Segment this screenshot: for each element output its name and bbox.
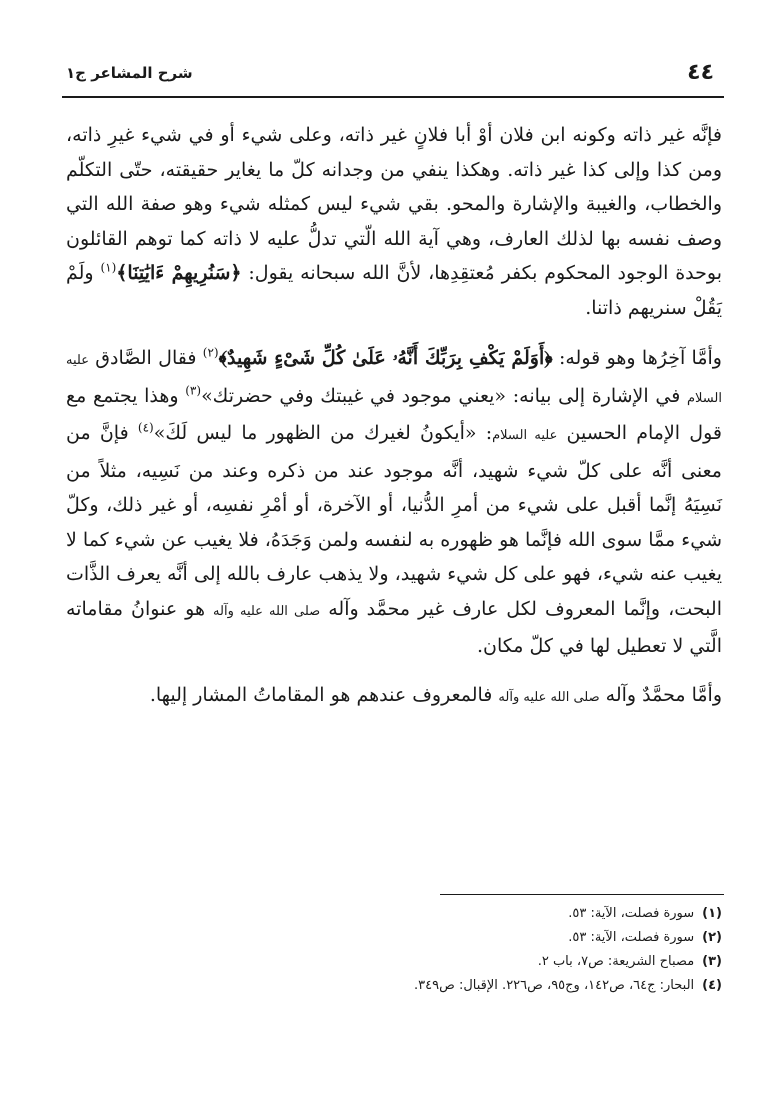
text-run: فالمعروف عندهم هو المقاماتُ المشار إليها. [149,683,499,706]
footnote [200,974,722,998]
footnote-number: (٤) [702,978,722,993]
running-title: شرح المشاعر ج١ [66,64,193,82]
honorific-glyph: عليه السلام [492,428,558,443]
honorific-glyph: صلى الله عليه وآله [213,603,321,619]
footnote-text: مصباح الشريعة: ص٧، باب ٢. [537,954,695,969]
text-run: وهذا يجتمع مع قول الإمام الحسين [66,384,722,444]
footnote [200,926,722,950]
footnote-number: (٢) [702,930,722,945]
footnote-number: (٣) [702,954,722,969]
footnote-ref: (٢) [202,345,219,360]
honorific-glyph: صلى الله عليه وآله [498,689,600,705]
paragraph-3 [66,678,722,716]
text-run: فإنَّه غير ذاته وكونه ابن فلان أوْ أبا فلانٍ غير ذاته، وعلى شيء أو في شيء غيرِ ذاته، ومن كذا وإلى كذا غير ذاته. وهكذا ينفي من وجدانه كلّ ما يغاير حقيقته، حتّى التكلّم والخطاب، والغيبة والإشارة والمحو. بقي شيء ليس كمثله شيء وهو صفة الله التي وصف نفسه بها لذلك العارف، وهي آية الله الّتي تدلُّ عليه لا ذاته كما توهم القائلون بوحدة الوجود المحكوم بكفر مُعتقِدِها، لأنَّ الله سبحانه يقول: [66,124,723,284]
text-run: ولَمْ يَقُلْ سنريهم ذاتنا. [66,262,722,319]
footnote-ref: (٣) [185,383,202,398]
page-header [62,58,722,96]
text-run: فإنَّ من معنى أنَّه على كلّ شيء شهيد، أنَّه موجود عند من ذكره وعند من نَسِيه، مثلاً من نَسِيَهُ إنَّما أقبل على شيء من أمرِ الدُّنيا، أو الآخرة، أو أمْرِ نفسِه، أو غير ذلك، وكلّ شيء ممَّا سوى الله فإنَّما هو ظهوره به لنفسه ولمن وَجَدَهُ، فلا يغيب عن شيء كما لا يغيب عنه شيء، فهو على كل شيء شهيد، ولا يذهب عارف بالله إلى أنَّه يعرف الذَّات البحت، وإنَّما المعروف لكل عارف غير محمَّد وآله [66,422,722,620]
header-rule [62,96,724,98]
main-text [66,118,722,715]
text-run: فقال الصَّادق [88,347,203,369]
footnote-number: (١) [702,906,722,921]
footnote [200,902,722,926]
paragraph-2 [66,341,722,664]
text-run: في الإشارة إلى بيانه: «يعني موجود في غيبتك وفي حضرتك» [201,384,687,407]
footnotes [200,902,722,998]
footnote-rule [440,894,724,895]
text-run: : «أيكونُ لغيرك من الظهور ما ليس لَكَ» [153,422,493,444]
paragraph-1 [66,118,722,325]
footnote-text: سورة فصلت، الآية: ٥٣. [568,906,695,921]
text-run: وأمَّا آخِرُها وهو قوله: [552,347,722,369]
footnote-text: سورة فصلت، الآية: ٥٣. [568,930,695,945]
footnote-ref: (٤) [137,420,154,435]
text-run: هو عنوانُ مقاماته الَّتي لا تعطيل لها في كلّ مكان. [66,597,722,657]
footnote-text: البحار: ج٦٤، ص١٤٢، وج٩٥، ص٢٢٦. الإقبال: ص٣٤٩. [414,978,695,993]
text-run: وأمَّا محمَّدٌ وآله [599,683,722,706]
honorific-glyph: عليه السلام [66,353,722,406]
footnote-ref: (١) [100,260,117,275]
quran-verse: ﴿أَوَلَمْ يَكْفِ بِرَبِّكَ أَنَّهُۥ عَلَىٰ كُلِّ شَىْءٍ شَهِيدٌ﴾ [218,347,553,369]
page-number: ٤٤ [687,60,714,85]
footnote [200,950,722,974]
quran-verse: ﴿سَنُرِيهِمْ ءَايَٰتِنَا﴾ [116,262,242,284]
